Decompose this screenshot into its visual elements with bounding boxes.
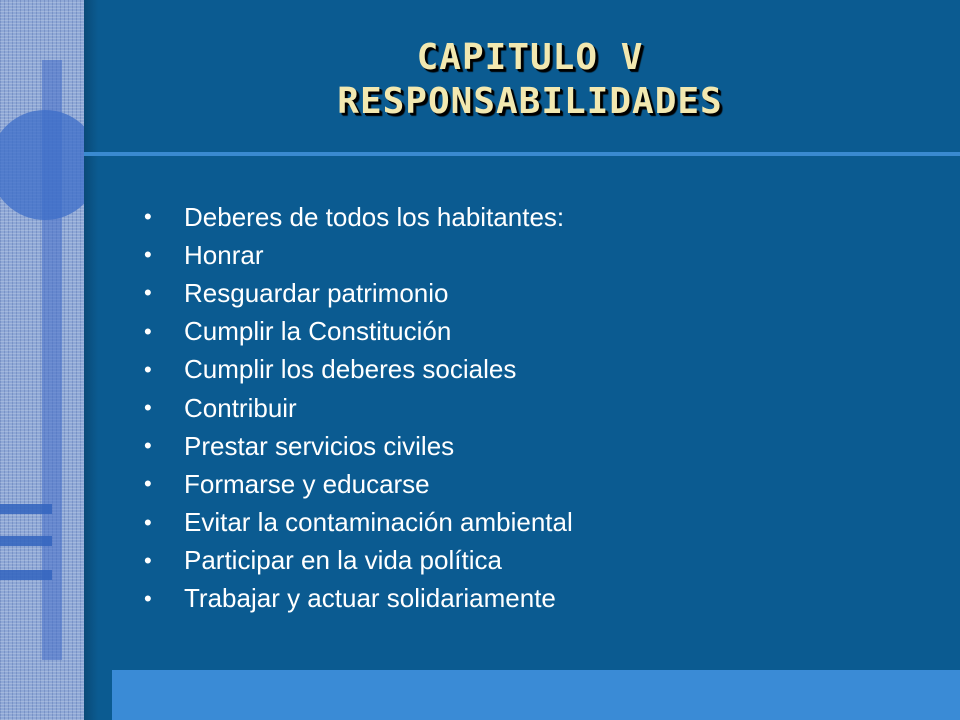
decorative-circle xyxy=(0,110,84,220)
title-line-1: CAPITULO V xyxy=(416,37,644,78)
bullet-dot: • xyxy=(144,395,152,421)
bullet-item xyxy=(144,351,573,389)
bottom-accent-strip xyxy=(112,670,960,720)
bullet-text: Participar en la vida política xyxy=(184,545,502,576)
band-shadow xyxy=(84,0,98,720)
bullet-item xyxy=(144,236,573,274)
bullet-list xyxy=(144,198,573,618)
bullet-item xyxy=(144,580,573,618)
left-decorative-band xyxy=(0,0,84,720)
bullet-text: Evitar la contaminación ambiental xyxy=(184,507,573,538)
bullet-item xyxy=(144,504,573,542)
bullet-item xyxy=(144,427,573,465)
bullet-text: Cumplir la Constitución xyxy=(184,316,452,347)
title-line-2: RESPONSABILIDADES xyxy=(337,81,723,122)
bullet-dot: • xyxy=(144,471,152,497)
bullet-item xyxy=(144,274,573,312)
bullet-text: Prestar servicios civiles xyxy=(184,430,455,461)
decorative-bar xyxy=(0,504,52,514)
bullet-dot: • xyxy=(144,242,152,268)
bullet-item xyxy=(144,198,573,236)
bullet-dot: • xyxy=(144,547,152,573)
bullet-text: Deberes de todos los habitantes: xyxy=(184,201,565,232)
bullet-item xyxy=(144,465,573,503)
title-divider xyxy=(84,152,960,156)
bullet-item xyxy=(144,542,573,580)
bullet-dot: • xyxy=(144,433,152,459)
bullet-item xyxy=(144,389,573,427)
bullet-dot: • xyxy=(144,509,152,535)
bullet-dot: • xyxy=(144,318,152,344)
bullet-text: Contribuir xyxy=(184,392,297,423)
bullet-text: Formarse y educarse xyxy=(184,468,430,499)
decorative-bar xyxy=(0,570,52,580)
bullet-dot: • xyxy=(144,204,152,230)
decorative-bar xyxy=(0,536,52,546)
bullet-dot: • xyxy=(144,585,152,611)
bullet-text: Resguardar patrimonio xyxy=(184,277,449,308)
bullet-text: Cumplir los deberes sociales xyxy=(184,354,517,385)
slide-title xyxy=(200,36,860,124)
bullet-dot: • xyxy=(144,280,152,306)
bullet-text: Trabajar y actuar solidariamente xyxy=(184,583,556,614)
bullet-dot: • xyxy=(144,356,152,382)
bullet-text: Honrar xyxy=(184,239,264,270)
bullet-item xyxy=(144,313,573,351)
